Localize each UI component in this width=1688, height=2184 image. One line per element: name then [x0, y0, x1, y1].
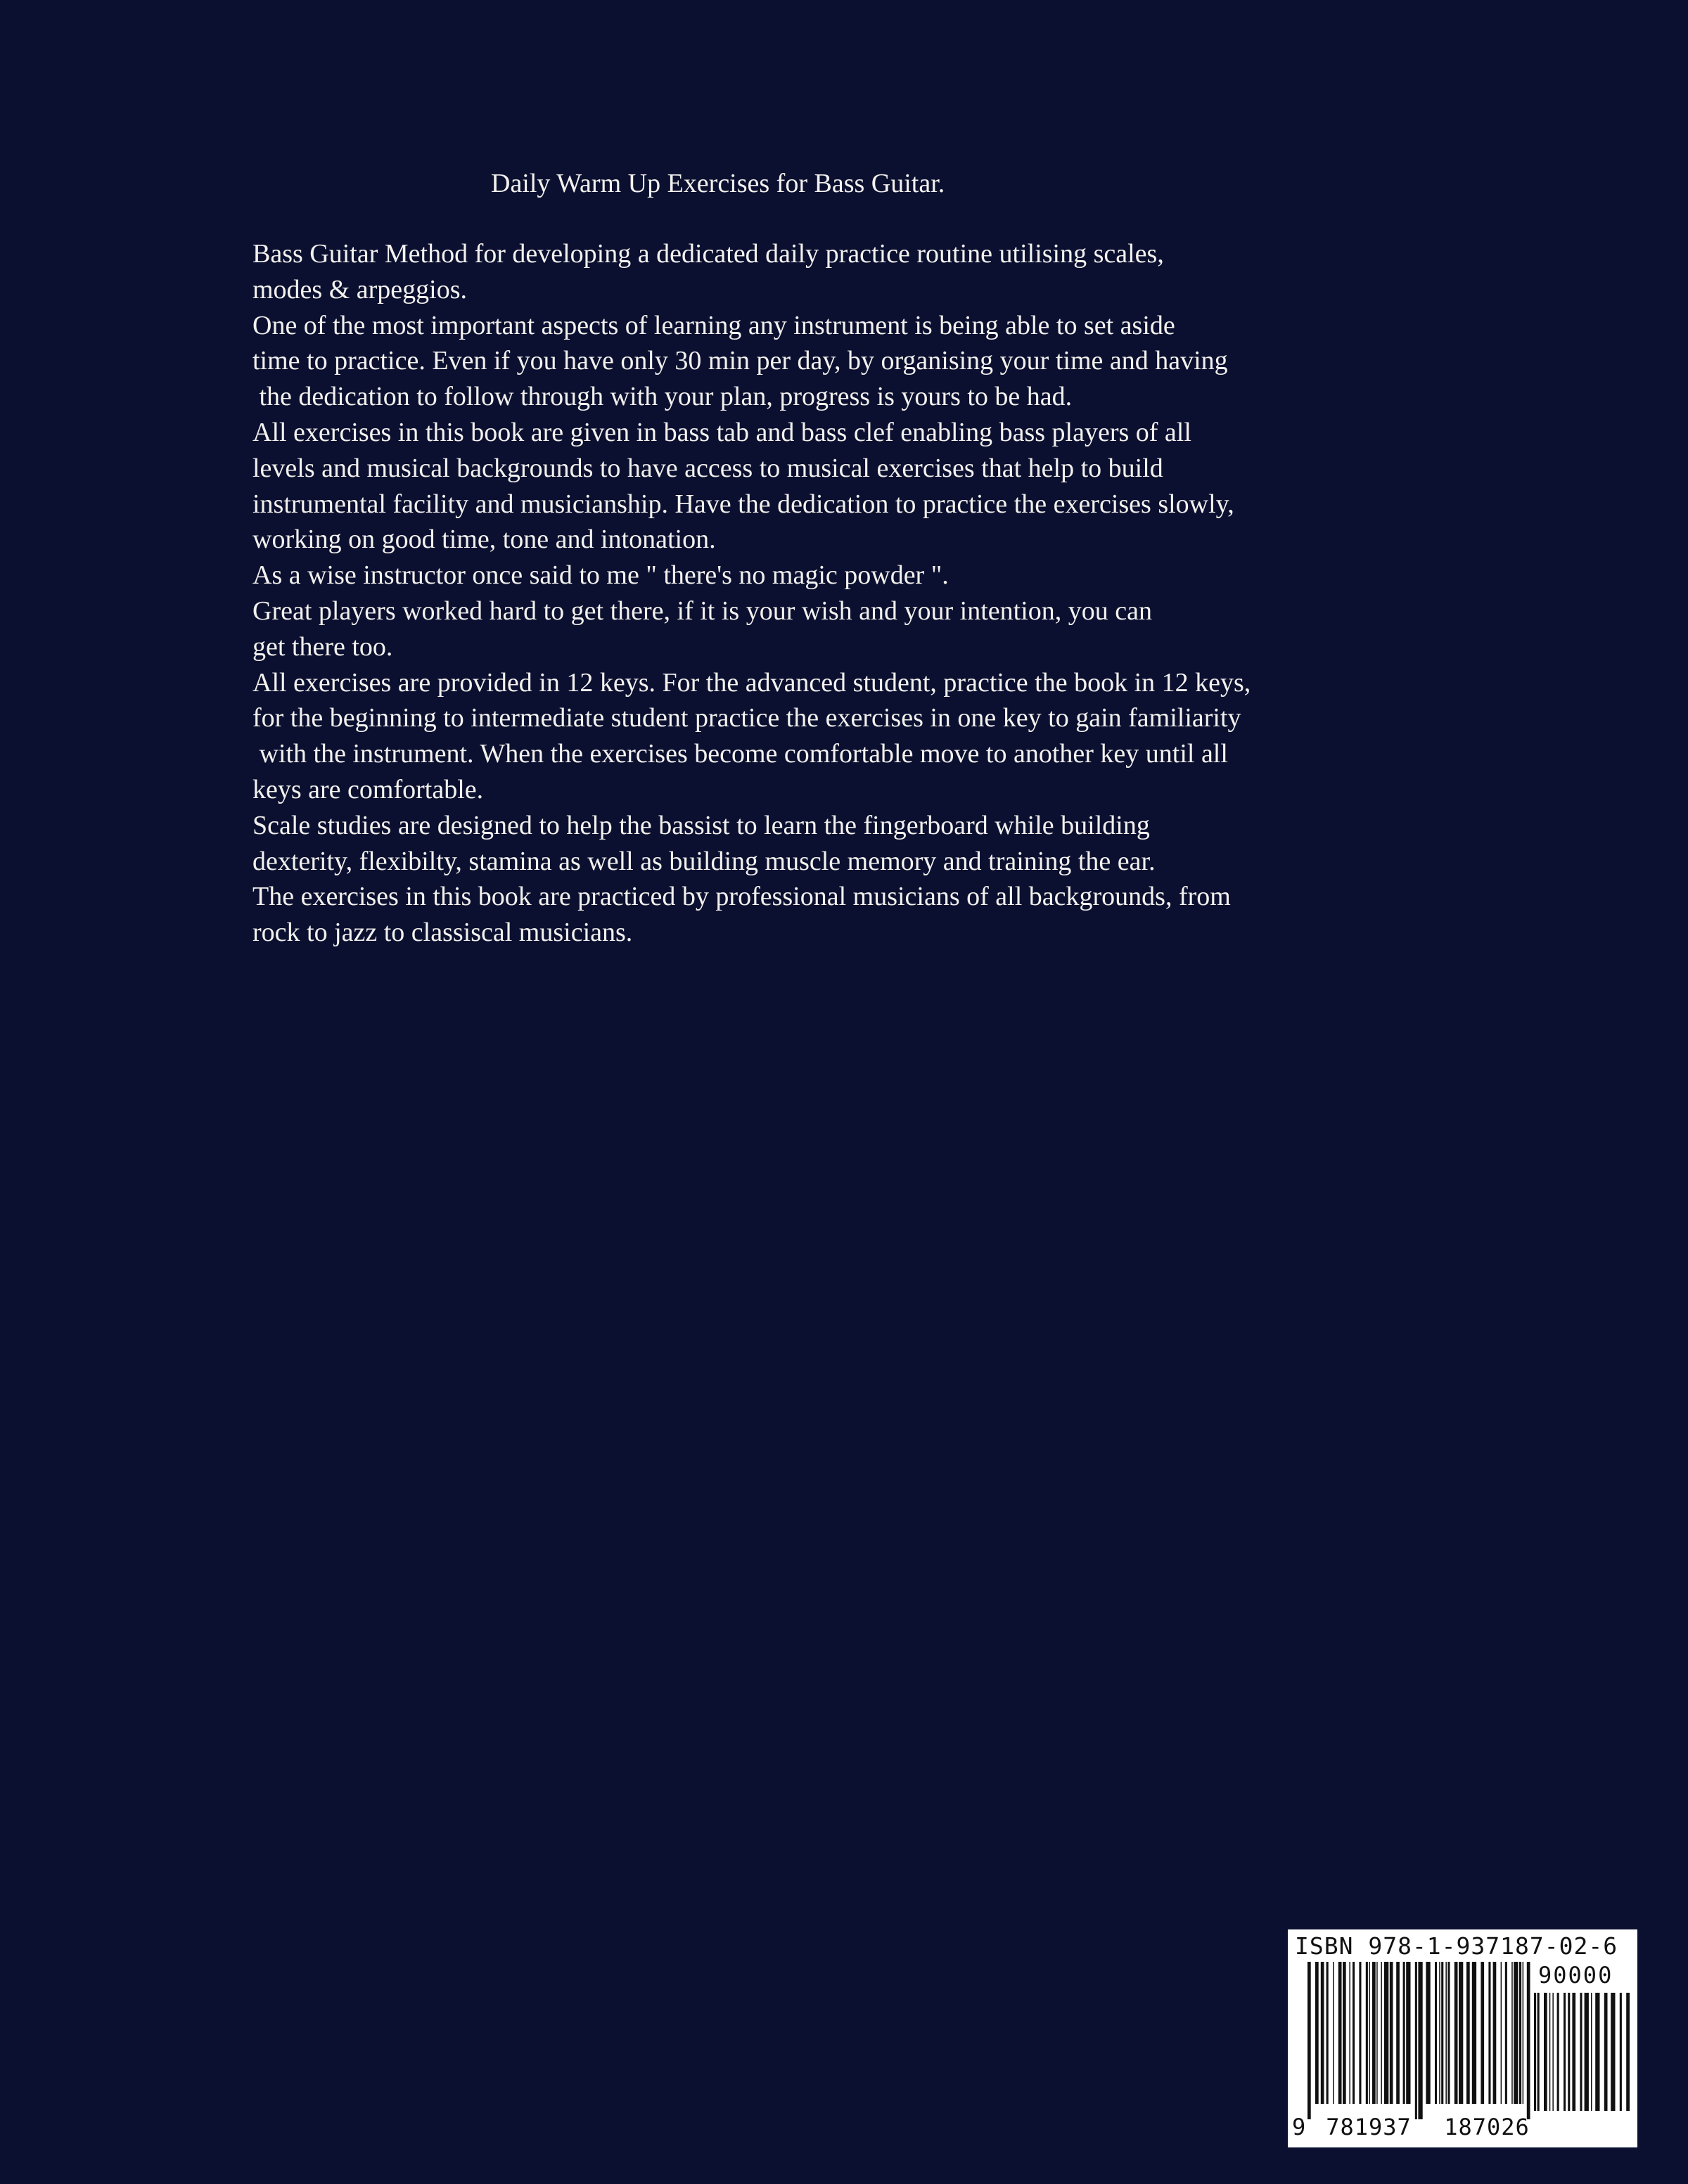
barcode-bar — [1343, 1962, 1346, 2104]
barcode-bar — [1439, 1962, 1440, 2104]
barcode-bar — [1493, 1962, 1497, 2104]
barcode-bar — [1611, 1993, 1615, 2111]
barcode-bar — [1333, 1962, 1334, 2104]
barcode-bar — [1534, 1993, 1536, 2111]
barcode-bar — [1501, 1962, 1502, 2104]
barcode-bar — [1390, 1962, 1393, 2104]
blurb-line: get there too. — [252, 631, 393, 662]
blurb-line: rock to jazz to classiscal musicians. — [252, 918, 633, 948]
barcode-bar — [1353, 1962, 1355, 2104]
barcode-bar — [1626, 1993, 1630, 2111]
barcode-bar — [1585, 1993, 1589, 2111]
barcode-bar — [1366, 1962, 1368, 2104]
barcode-bar — [1441, 1962, 1443, 2104]
blurb-line: instrumental facility and musicianship. Have the dedication to practice the exercises slowly, — [252, 489, 1234, 519]
barcode-bar — [1445, 1962, 1447, 2104]
barcode-bar — [1527, 1962, 1530, 2119]
blurb-line: with the instrument. When the exercises become comfortable move to another key until all — [252, 739, 1228, 769]
barcode-bar — [1572, 1993, 1575, 2111]
ean-left-digits: 781937 — [1326, 2114, 1412, 2140]
barcode-bar — [1415, 1962, 1417, 2119]
barcode-bar — [1505, 1962, 1507, 2104]
barcode-bar — [1454, 1962, 1458, 2104]
blurb-line: Scale studies are designed to help the bassist to learn the fingerboard while building — [252, 810, 1150, 840]
blurb-line: As a wise instructor once said to me " there's no magic powder ". — [252, 560, 949, 591]
barcode-bar — [1426, 1962, 1430, 2104]
isbn-number: ISBN 978-1-937187-02-6 — [1295, 1932, 1618, 1960]
barcode-bar — [1406, 1962, 1410, 2104]
barcode-bar — [1488, 1962, 1490, 2104]
blurb-line: All exercises in this book are given in bass tab and bass clef enabling bass players of all — [252, 417, 1191, 447]
barcode-bar — [1384, 1962, 1388, 2104]
blurb-line: the dedication to follow through with your plan, progress is yours to be had. — [252, 382, 1073, 412]
barcode-bar — [1564, 1993, 1566, 2111]
barcode-bar — [1376, 1962, 1378, 2104]
barcode-bar — [1481, 1962, 1484, 2104]
barcode-bar — [1523, 1962, 1524, 2104]
blurb-line: keys are comfortable. — [252, 774, 484, 804]
barcode-bar — [1519, 1962, 1521, 2104]
barcode-bar — [1349, 1962, 1350, 2104]
price-code: 90000 — [1538, 1962, 1613, 1989]
barcode-bar — [1580, 1993, 1582, 2111]
barcode-bar — [1372, 1962, 1376, 2104]
blurb-line: for the beginning to intermediate student practice the exercises in one key to gain familiarity — [252, 703, 1241, 733]
barcode-bar — [1396, 1962, 1400, 2104]
barcode-bar — [1620, 1993, 1622, 2111]
blurb-line: dexterity, flexibilty, stamina as well as building muscle memory and training the ear. — [252, 846, 1156, 876]
barcode-bar — [1511, 1962, 1513, 2104]
blurb-line: Bass Guitar Method for developing a dedicated daily practice routine utilising scales, — [252, 239, 1164, 269]
barcode-bar — [1338, 1962, 1342, 2104]
barcode-bar — [1369, 1962, 1370, 2104]
barcode-bar — [1472, 1962, 1476, 2104]
price-addon-bars — [1534, 1993, 1630, 2126]
barcode-bar — [1315, 1962, 1319, 2104]
barcode-bar — [1568, 1993, 1570, 2111]
barcode-bar — [1447, 1962, 1450, 2104]
barcode-bar — [1418, 1962, 1422, 2119]
barcode-bar — [1466, 1962, 1470, 2104]
barcode-bar — [1381, 1962, 1382, 2104]
ean-right-digits: 187026 — [1444, 2114, 1530, 2140]
barcode-bar — [1435, 1962, 1437, 2104]
barcode-bar — [1552, 1993, 1554, 2111]
isbn-barcode — [1288, 1929, 1637, 2147]
barcode-bar — [1537, 1993, 1540, 2111]
barcode-bar — [1549, 1993, 1551, 2111]
barcode-bar — [1459, 1962, 1463, 2104]
barcode-bar — [1321, 1962, 1324, 2104]
blurb-line: working on good time, tone and intonation. — [252, 525, 716, 555]
blurb-line: One of the most important aspects of learning any instrument is being able to set aside — [252, 310, 1175, 340]
barcode-bar — [1359, 1962, 1361, 2104]
blurb-line: The exercises in this book are practiced by professional musicians of all backgrounds, from — [252, 882, 1231, 912]
cover-blurb — [252, 236, 1448, 951]
blurb-line: modes & arpeggios. — [252, 274, 468, 304]
blurb-line: Great players worked hard to get there, if it is your wish and your intention, you can — [252, 596, 1152, 626]
barcode-bar — [1595, 1993, 1599, 2111]
blurb-line: time to practice. Even if you have only 30 min per day, by organising your time and having — [252, 346, 1228, 376]
ean-first-digit: 9 — [1292, 2114, 1306, 2140]
ean13-bars — [1307, 1962, 1533, 2119]
ean-digits — [1292, 2114, 1542, 2140]
barcode-bar — [1604, 1993, 1608, 2111]
blurb-line: levels and musical backgrounds to have access to musical exercises that help to build — [252, 453, 1163, 483]
barcode-bar — [1403, 1962, 1405, 2104]
barcode-bar — [1326, 1962, 1329, 2104]
blurb-line: All exercises are provided in 12 keys. For the advanced student, practice the book in 12 keys, — [252, 667, 1251, 698]
cover-title: Daily Warm Up Exercises for Bass Guitar. — [491, 169, 945, 198]
barcode-bar — [1557, 1993, 1559, 2111]
barcode-bar — [1544, 1993, 1547, 2111]
barcode-bar — [1514, 1962, 1518, 2104]
barcode-bar — [1591, 1993, 1592, 2111]
barcode-bar — [1307, 1962, 1311, 2119]
